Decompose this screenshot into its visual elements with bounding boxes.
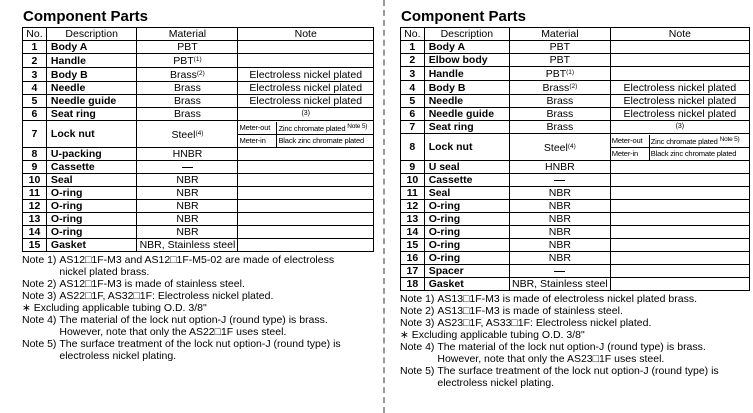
part-note: Electroless nickel plated bbox=[238, 82, 374, 95]
part-description: Gasket bbox=[424, 278, 509, 291]
table-row bbox=[23, 187, 374, 200]
table-row bbox=[401, 108, 750, 121]
part-number: 2 bbox=[401, 54, 425, 67]
table-body bbox=[23, 41, 374, 252]
part-note bbox=[238, 148, 374, 161]
table-row bbox=[23, 148, 374, 161]
material-text: PBT bbox=[549, 41, 571, 53]
part-number: 3 bbox=[23, 68, 47, 82]
part-number: 7 bbox=[23, 121, 47, 148]
footnote-label: Note 1) bbox=[22, 254, 60, 266]
part-description: Cassette bbox=[424, 174, 509, 187]
part-note bbox=[610, 226, 749, 239]
material-text: NBR, Stainless steel bbox=[512, 278, 608, 290]
part-description: Body B bbox=[424, 81, 509, 95]
footnote bbox=[400, 365, 750, 389]
material-text: Steel bbox=[543, 141, 568, 154]
part-description: Body A bbox=[424, 41, 509, 54]
finish-label: Meter-out bbox=[611, 135, 650, 148]
material-text: HNBR bbox=[544, 161, 575, 173]
header-no: No. bbox=[401, 28, 425, 41]
part-description: O-ring bbox=[424, 200, 509, 213]
part-note bbox=[610, 67, 749, 81]
material-text: NBR bbox=[548, 200, 571, 212]
part-note: Electroless nickel plated bbox=[610, 108, 749, 121]
part-material bbox=[137, 41, 238, 54]
finish-text bbox=[277, 134, 373, 147]
part-note bbox=[610, 265, 749, 278]
material-text: Brass bbox=[174, 95, 201, 107]
table-body bbox=[401, 41, 750, 291]
table-row bbox=[23, 95, 374, 108]
note-ref: (4) bbox=[567, 142, 576, 150]
footnote-text: AS12□1F-M3 is made of stainless steel. bbox=[59, 278, 245, 290]
part-description: Gasket bbox=[46, 239, 137, 252]
part-material bbox=[137, 161, 238, 174]
material-text: Brass bbox=[170, 69, 197, 81]
part-number: 13 bbox=[23, 213, 47, 226]
header-material: Material bbox=[137, 28, 238, 41]
finish-text bbox=[649, 135, 749, 148]
footnote-label: Note 4) bbox=[22, 314, 60, 326]
material-text: NBR bbox=[176, 226, 199, 238]
part-number: 13 bbox=[401, 213, 425, 226]
table-row bbox=[401, 265, 750, 278]
part-material bbox=[137, 95, 238, 108]
part-description: Seal bbox=[46, 174, 137, 187]
header-note: Note bbox=[238, 28, 374, 41]
part-description: Body B bbox=[46, 68, 137, 82]
table-row bbox=[401, 95, 750, 108]
finish-label: Meter-out bbox=[238, 122, 277, 135]
part-description: O-ring bbox=[46, 200, 137, 213]
part-material bbox=[510, 54, 611, 67]
part-note bbox=[238, 213, 374, 226]
table-row bbox=[23, 108, 374, 121]
material-text: PBT bbox=[549, 54, 571, 66]
part-description: Needle guide bbox=[424, 108, 509, 121]
part-material bbox=[137, 187, 238, 200]
material-text: Brass bbox=[174, 108, 201, 120]
part-number: 6 bbox=[23, 108, 47, 121]
part-material bbox=[137, 213, 238, 226]
material-text: Brass bbox=[542, 82, 570, 94]
material-text: Brass bbox=[546, 95, 574, 107]
part-note bbox=[610, 278, 749, 291]
table-row bbox=[401, 187, 750, 200]
part-material bbox=[137, 200, 238, 213]
lock-nut-finish-table bbox=[238, 122, 373, 147]
part-number: 14 bbox=[23, 226, 47, 239]
table-row bbox=[401, 54, 750, 67]
header-note: Note bbox=[610, 28, 749, 41]
part-note bbox=[610, 174, 749, 187]
part-note bbox=[610, 200, 749, 213]
part-description: O-ring bbox=[46, 226, 137, 239]
material-text: NBR bbox=[548, 252, 571, 264]
section-title: Component Parts bbox=[23, 8, 149, 25]
part-note bbox=[238, 226, 374, 239]
section-title: Component Parts bbox=[401, 8, 527, 25]
table-row bbox=[23, 226, 374, 239]
part-number: 7 bbox=[401, 121, 425, 134]
material-text: Brass bbox=[546, 108, 574, 120]
part-note bbox=[610, 239, 749, 252]
table-row bbox=[401, 226, 750, 239]
header-description: Description bbox=[46, 28, 137, 41]
footnote-text: The surface treatment of the lock nut option-J (round type) is electroless nickel plating. bbox=[437, 365, 719, 389]
part-description: Seal bbox=[424, 187, 509, 200]
part-description: O-ring bbox=[424, 226, 509, 239]
component-parts-table bbox=[400, 27, 750, 291]
part-material bbox=[137, 82, 238, 95]
note-ref: Note 5) bbox=[719, 136, 740, 143]
material-text: PBT bbox=[173, 55, 194, 67]
part-material bbox=[510, 161, 611, 174]
part-note: Electroless nickel plated bbox=[238, 68, 374, 82]
footnote bbox=[22, 338, 374, 362]
footnote-text: AS12□1F-M3 and AS12□1F-M5-02 are made of electroless nickel plated brass. bbox=[59, 254, 335, 278]
material-text: NBR bbox=[176, 174, 199, 186]
part-note bbox=[238, 121, 374, 148]
part-number: 15 bbox=[23, 239, 47, 252]
part-note bbox=[238, 41, 374, 54]
part-number: 5 bbox=[401, 95, 425, 108]
material-text: NBR bbox=[548, 187, 571, 199]
finish-row bbox=[238, 122, 373, 135]
part-note bbox=[238, 239, 374, 252]
part-material bbox=[137, 174, 238, 187]
material-text: NBR bbox=[548, 213, 571, 225]
part-material bbox=[510, 121, 611, 134]
table-row bbox=[401, 213, 750, 226]
table-row bbox=[401, 67, 750, 81]
part-number: 9 bbox=[23, 161, 47, 174]
footnote-label: Note 5) bbox=[22, 338, 60, 350]
table-row bbox=[23, 82, 374, 95]
part-note: Electroless nickel plated bbox=[610, 95, 749, 108]
component-parts-panel-right bbox=[400, 4, 750, 389]
part-material bbox=[510, 108, 611, 121]
part-note bbox=[610, 54, 749, 67]
note-ref: (2) bbox=[569, 83, 578, 90]
footnote-label: Note 5) bbox=[400, 365, 438, 377]
part-material bbox=[510, 226, 611, 239]
part-description: Needle bbox=[46, 82, 137, 95]
footnote bbox=[400, 293, 750, 305]
footnotes bbox=[22, 254, 374, 362]
part-material bbox=[137, 108, 238, 121]
footnote-label: Note 2) bbox=[22, 278, 60, 290]
part-number: 4 bbox=[23, 82, 47, 95]
note-ref: Note 5) bbox=[347, 123, 368, 130]
part-number: 10 bbox=[23, 174, 47, 187]
table-row bbox=[401, 239, 750, 252]
part-description: O-ring bbox=[46, 187, 137, 200]
table-header-row bbox=[23, 28, 374, 41]
footnote-label: Note 1) bbox=[400, 293, 438, 305]
footnote-text: AS13□1F-M3 is made of stainless steel. bbox=[437, 305, 623, 317]
footnote-label: Note 3) bbox=[400, 317, 438, 329]
note-ref: (2) bbox=[196, 70, 205, 77]
part-description: O-ring bbox=[424, 252, 509, 265]
part-description: Lock nut bbox=[424, 134, 509, 161]
part-number: 4 bbox=[401, 81, 425, 95]
part-description: O-ring bbox=[424, 213, 509, 226]
part-note: Electroless nickel plated bbox=[610, 81, 749, 95]
part-number: 1 bbox=[401, 41, 425, 54]
part-material bbox=[137, 239, 238, 252]
finish-value: Black zinc chromate plated bbox=[278, 136, 364, 145]
header-description: Description bbox=[424, 28, 509, 41]
footnote-text: The material of the lock nut option-J (round type) is brass. However, note that only the AS22□1F uses steel. bbox=[59, 314, 328, 338]
part-number: 2 bbox=[23, 54, 47, 68]
header-no: No. bbox=[23, 28, 47, 41]
footnote bbox=[400, 305, 750, 317]
part-description: Body A bbox=[46, 41, 137, 54]
part-number: 5 bbox=[23, 95, 47, 108]
footnote bbox=[22, 278, 374, 290]
table-row bbox=[401, 134, 750, 161]
material-text: HNBR bbox=[172, 148, 203, 160]
part-description: Handle bbox=[424, 67, 509, 81]
part-number: 6 bbox=[401, 108, 425, 121]
part-description: Handle bbox=[46, 54, 137, 68]
part-note: (3) bbox=[238, 108, 374, 121]
finish-value: Zinc chromate plated bbox=[650, 137, 718, 146]
page-divider bbox=[383, 0, 385, 413]
finish-value: Zinc chromate plated bbox=[278, 124, 346, 133]
table-row bbox=[23, 68, 374, 82]
footnote-text: AS23□1F, AS33□1F: Electroless nickel plated. bbox=[437, 317, 652, 329]
footnote-text: The surface treatment of the lock nut option-J (round type) is electroless nickel plating. bbox=[59, 338, 341, 362]
footnote-label: Note 4) bbox=[400, 341, 438, 353]
component-parts-panel-left bbox=[22, 4, 374, 362]
material-text: NBR bbox=[548, 239, 571, 251]
part-description: Cassette bbox=[46, 161, 137, 174]
part-material bbox=[510, 239, 611, 252]
part-material bbox=[510, 265, 611, 278]
footnotes bbox=[400, 293, 750, 389]
part-material bbox=[137, 121, 238, 148]
finish-text bbox=[649, 147, 749, 160]
footnote-text: ∗ Excluding applicable tubing O.D. 3/8" bbox=[400, 329, 585, 341]
part-number: 1 bbox=[23, 41, 47, 54]
table-row bbox=[401, 41, 750, 54]
part-note bbox=[610, 252, 749, 265]
finish-label: Meter-in bbox=[611, 147, 650, 160]
footnote-label: Note 3) bbox=[22, 290, 60, 302]
part-material bbox=[510, 67, 611, 81]
part-note bbox=[238, 54, 374, 68]
part-material bbox=[510, 213, 611, 226]
part-note bbox=[238, 187, 374, 200]
part-description: U seal bbox=[424, 161, 509, 174]
material-text: NBR bbox=[176, 200, 199, 212]
part-number: 17 bbox=[401, 265, 425, 278]
part-material bbox=[510, 95, 611, 108]
footnote-text: The material of the lock nut option-J (round type) is brass. However, note that only the AS23□1F uses steel. bbox=[437, 341, 706, 365]
part-description: Spacer bbox=[424, 265, 509, 278]
part-description: O-ring bbox=[46, 213, 137, 226]
part-material bbox=[137, 68, 238, 82]
part-number: 14 bbox=[401, 226, 425, 239]
table-row bbox=[401, 200, 750, 213]
table-row bbox=[23, 239, 374, 252]
part-number: 12 bbox=[401, 200, 425, 213]
none-dash bbox=[554, 271, 565, 272]
footnote bbox=[22, 314, 374, 338]
table-row bbox=[23, 161, 374, 174]
table-row bbox=[401, 81, 750, 95]
table-row bbox=[401, 161, 750, 174]
none-dash bbox=[182, 167, 193, 168]
part-number: 9 bbox=[401, 161, 425, 174]
material-text: NBR bbox=[548, 226, 571, 238]
part-number: 8 bbox=[401, 134, 425, 161]
finish-row bbox=[238, 134, 373, 147]
part-note: Electroless nickel plated bbox=[238, 95, 374, 108]
part-note bbox=[238, 174, 374, 187]
material-text: NBR, Stainless steel bbox=[139, 239, 236, 251]
footnote bbox=[22, 254, 374, 278]
table-row bbox=[401, 174, 750, 187]
finish-row bbox=[611, 135, 749, 148]
material-text: Steel bbox=[171, 128, 196, 141]
material-text: PBT bbox=[545, 68, 567, 80]
table-row bbox=[23, 121, 374, 148]
material-text: PBT bbox=[177, 41, 198, 53]
part-material bbox=[137, 54, 238, 68]
component-parts-table bbox=[22, 27, 374, 252]
part-material bbox=[510, 278, 611, 291]
part-number: 16 bbox=[401, 252, 425, 265]
part-description: Elbow body bbox=[424, 54, 509, 67]
part-material bbox=[137, 226, 238, 239]
part-number: 11 bbox=[401, 187, 425, 200]
part-note bbox=[238, 200, 374, 213]
table-row bbox=[23, 213, 374, 226]
part-description: Needle bbox=[424, 95, 509, 108]
part-note bbox=[610, 213, 749, 226]
finish-value: Black zinc chromate plated bbox=[650, 149, 737, 158]
table-row bbox=[401, 121, 750, 134]
note-ref: (1) bbox=[193, 56, 202, 63]
footnote-text: AS22□1F, AS32□1F: Electroless nickel plated. bbox=[59, 290, 274, 302]
part-description: Needle guide bbox=[46, 95, 137, 108]
footnote-text: AS13□1F-M3 is made of electroless nickel plated brass. bbox=[437, 293, 697, 305]
table-row bbox=[401, 278, 750, 291]
part-description: Seat ring bbox=[424, 121, 509, 134]
table-row bbox=[23, 54, 374, 68]
footnote bbox=[400, 341, 750, 365]
none-dash bbox=[554, 180, 565, 181]
table-header-row bbox=[401, 28, 750, 41]
footnote-label: Note 2) bbox=[400, 305, 438, 317]
material-text: NBR bbox=[176, 187, 199, 199]
finish-text bbox=[277, 122, 373, 135]
part-note: (3) bbox=[610, 121, 749, 134]
material-text: NBR bbox=[176, 213, 199, 225]
part-description: U-packing bbox=[46, 148, 137, 161]
footnote-text: ∗ Excluding applicable tubing O.D. 3/8" bbox=[22, 302, 207, 314]
header-material: Material bbox=[510, 28, 611, 41]
part-number: 8 bbox=[23, 148, 47, 161]
part-number: 12 bbox=[23, 200, 47, 213]
note-ref: (1) bbox=[566, 69, 575, 76]
part-material bbox=[510, 200, 611, 213]
part-material bbox=[510, 81, 611, 95]
part-number: 15 bbox=[401, 239, 425, 252]
table-row bbox=[23, 200, 374, 213]
part-description: Lock nut bbox=[46, 121, 137, 148]
lock-nut-finish-table bbox=[611, 135, 749, 160]
part-number: 3 bbox=[401, 67, 425, 81]
material-text: Brass bbox=[546, 121, 574, 133]
table-row bbox=[401, 252, 750, 265]
part-note bbox=[610, 187, 749, 200]
part-material bbox=[510, 134, 611, 161]
part-material bbox=[510, 174, 611, 187]
footnote bbox=[22, 290, 374, 302]
table-row bbox=[23, 41, 374, 54]
part-description: O-ring bbox=[424, 239, 509, 252]
finish-row bbox=[611, 147, 749, 160]
part-note bbox=[610, 134, 749, 161]
part-number: 10 bbox=[401, 174, 425, 187]
material-text: Brass bbox=[174, 82, 201, 94]
part-note bbox=[238, 161, 374, 174]
part-number: 18 bbox=[401, 278, 425, 291]
finish-label: Meter-in bbox=[238, 134, 277, 147]
note-ref: (4) bbox=[195, 129, 204, 137]
part-material bbox=[510, 252, 611, 265]
part-material bbox=[510, 187, 611, 200]
table-row bbox=[23, 174, 374, 187]
part-note bbox=[610, 41, 749, 54]
part-description: Seat ring bbox=[46, 108, 137, 121]
part-material bbox=[137, 148, 238, 161]
footnote bbox=[400, 317, 750, 329]
part-note bbox=[610, 161, 749, 174]
part-number: 11 bbox=[23, 187, 47, 200]
part-material bbox=[510, 41, 611, 54]
